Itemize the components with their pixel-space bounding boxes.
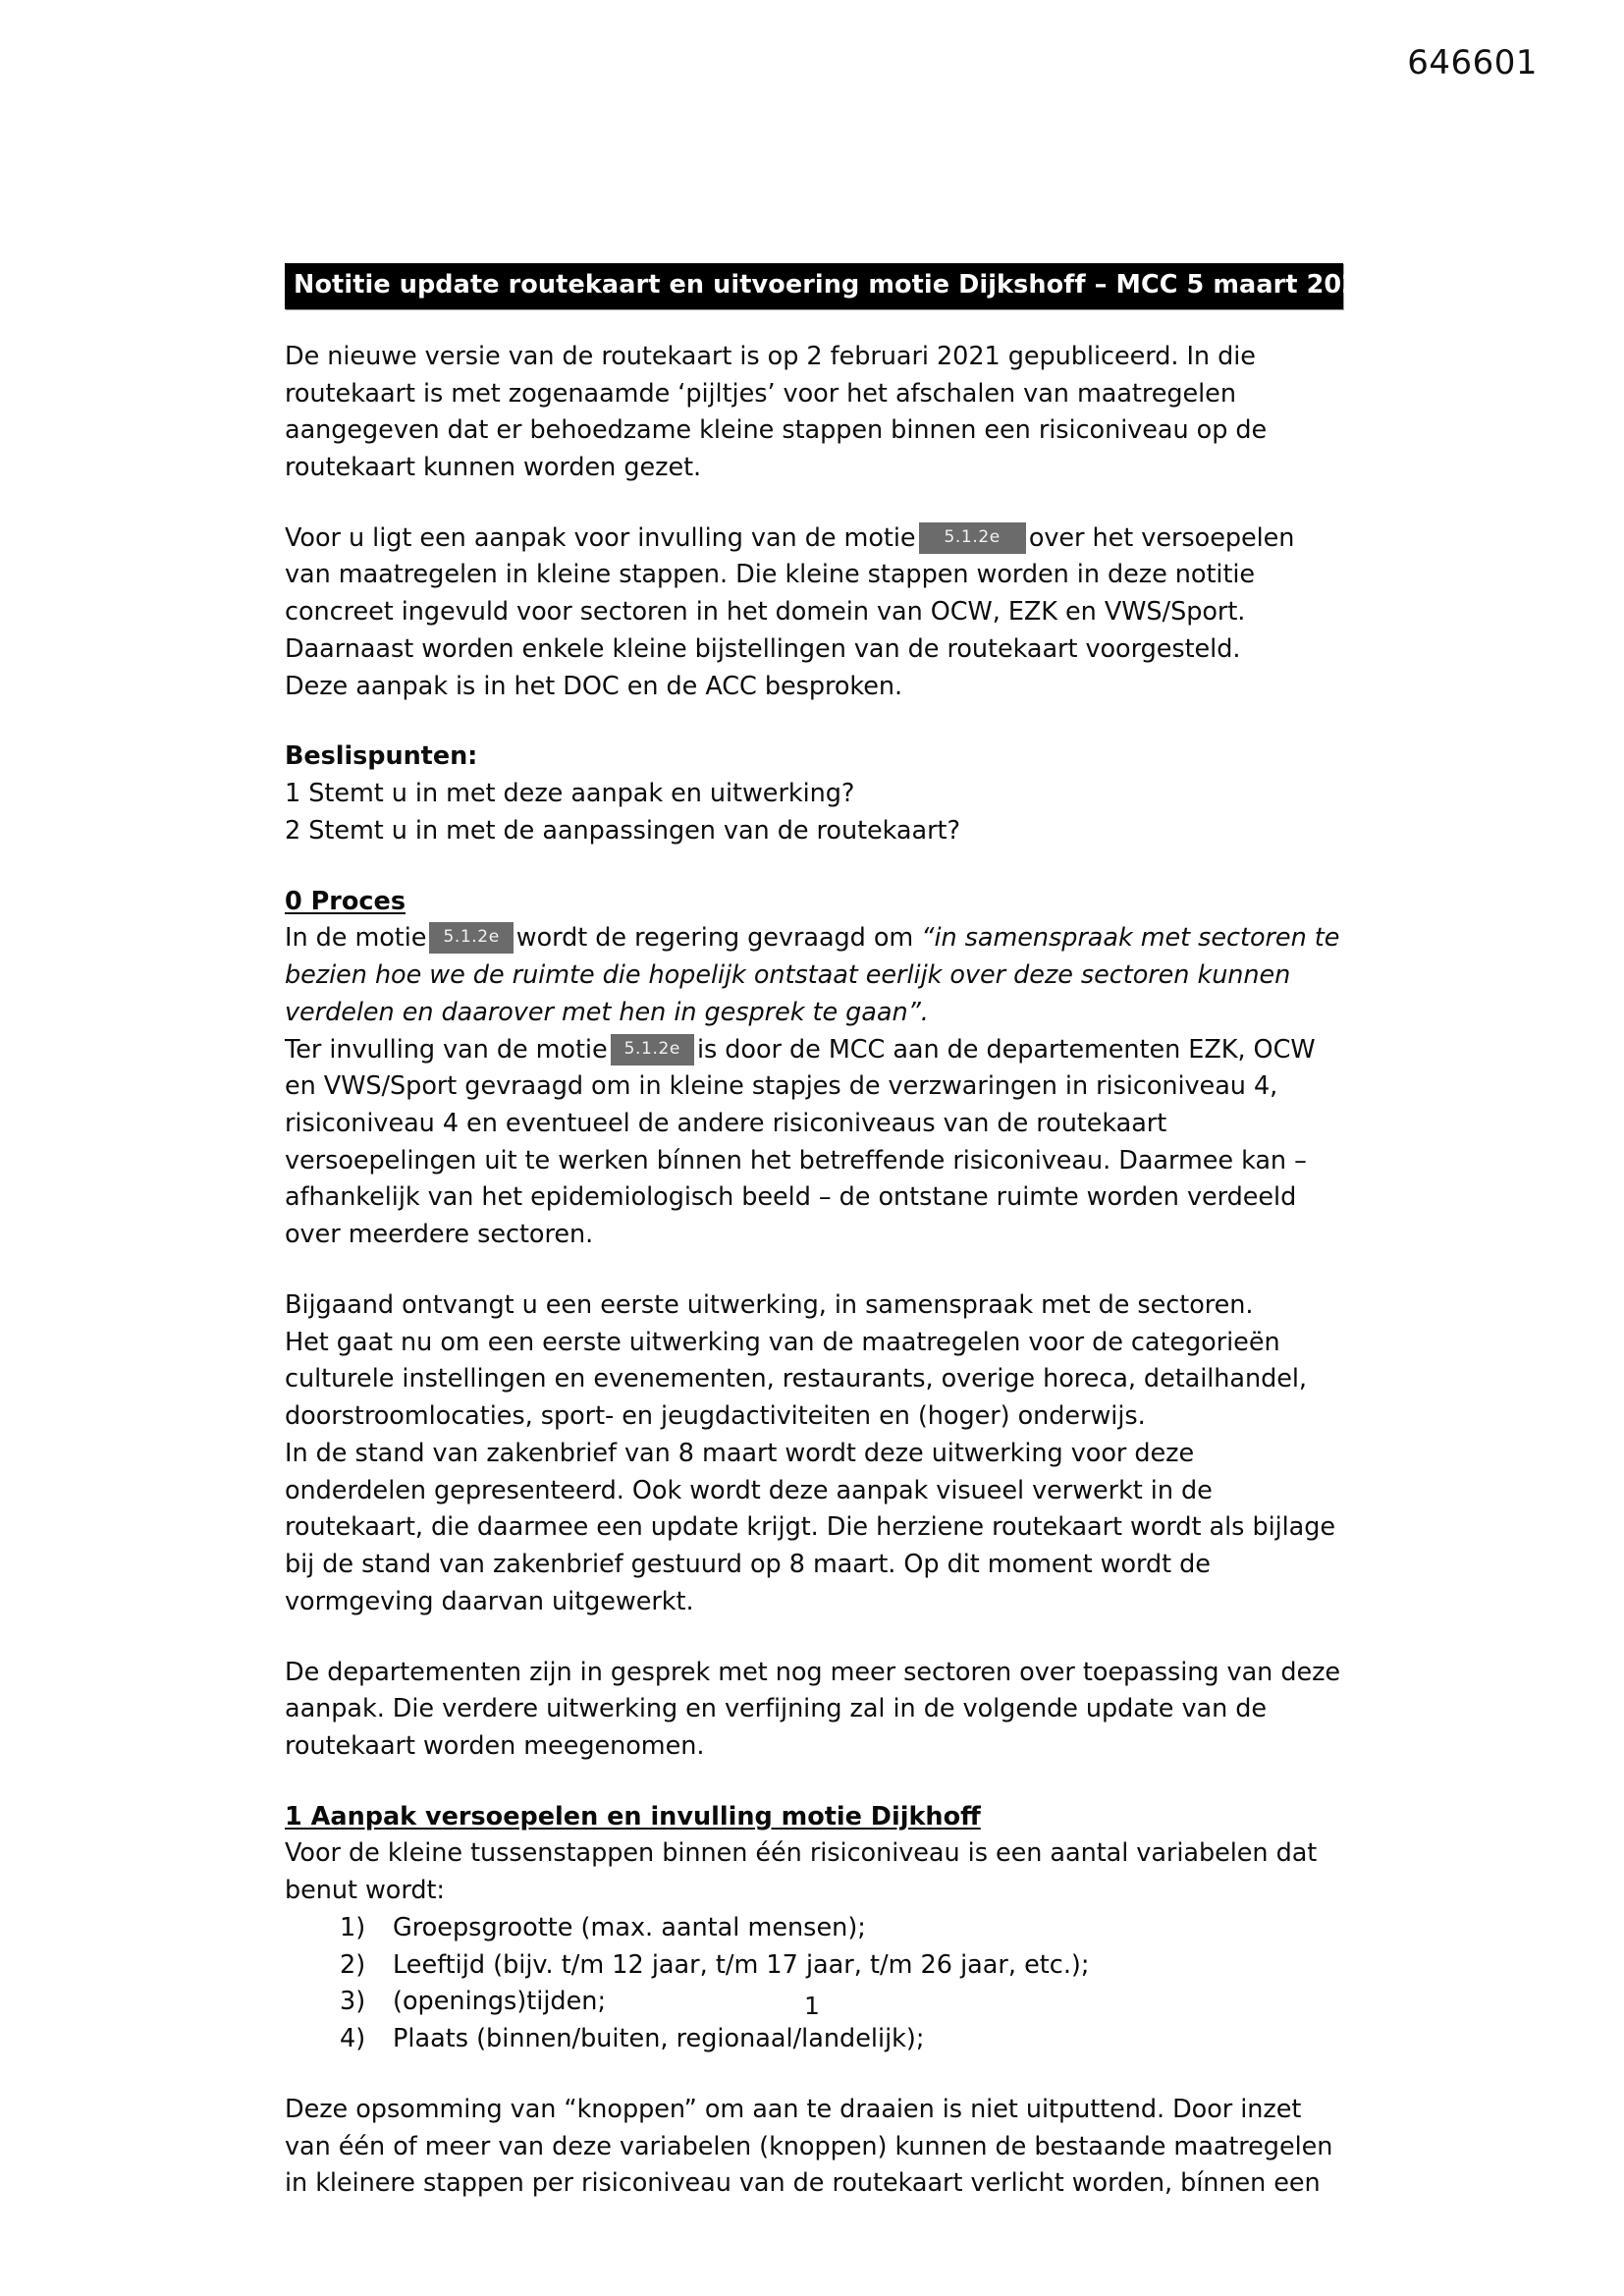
spacer — [285, 1254, 1343, 1287]
proces-paragraph — [285, 920, 1343, 1031]
page-number: 1 — [804, 1992, 820, 2020]
aanpak-text-before-redaction: Voor u ligt een aanpak voor invulling van de motie — [285, 522, 916, 553]
spacer — [285, 2058, 1343, 2092]
list-item-number: 1) — [340, 1912, 366, 1942]
spacer — [285, 850, 1343, 884]
redaction-chip-motie-2: 5.1.2e — [429, 922, 513, 954]
proces-text-after-redaction: wordt de regering gevraagd om — [515, 923, 914, 954]
aanpak-paragraph — [285, 520, 1343, 631]
document-title-banner: Notitie update routekaart en uitvoering motie Dijkshoff – MCC 5 maart 2021 — [285, 263, 1343, 309]
spacer — [285, 1621, 1343, 1655]
ter-invulling-text-after-redaction: is door de MCC aan de departementen EZK, OCW en VWS/Sport gevraagd om in kleine stapjes de verzwaringen in risiconiveau 4, risiconiveau 4 en eventueel de andere risiconiveaus van de routekaart versoepelingen uit te werken bínnen het betreffende risiconiveau. Daarmee kan – afhankelijk van het epidemiologisch beeld – de ontstane ruimte worden verdeeld over meerdere sectoren. — [285, 1034, 1316, 1250]
aanpak-intro-paragraph: Voor de kleine tussenstappen binnen één risiconiveau is een aantal variabelen dat benut wordt: — [285, 1838, 1318, 1906]
beslispunt-item-2: 2 Stemt u in met de aanpassingen van de routekaart? — [285, 815, 960, 846]
list-item-number: 3) — [340, 1987, 366, 2017]
list-item-label: Groepsgrootte (max. aantal mensen); — [393, 1912, 866, 1942]
list-item — [285, 1947, 1343, 1985]
ter-invulling-paragraph — [285, 1032, 1343, 1254]
beslispunten-heading: Beslispunten: — [285, 741, 478, 772]
section-heading-aanpak: 1 Aanpak versoepelen en invulling motie Dijkhoff — [285, 1801, 981, 1831]
ter-invulling-text-before-redaction: Ter invulling van de motie — [285, 1034, 608, 1065]
intro-paragraph: De nieuwe versie van de routekaart is op 2 februari 2021 gepubliceerd. In die routekaart is met zogenaamde ‘pijltjes’ voor het afschalen van maatregelen aangegeven dat er behoedzame kleine stappen binnen een risiconiveau op de routekaart kunnen worden gezet. — [285, 341, 1268, 482]
redaction-chip-motie-1: 5.1.2e — [919, 522, 1026, 554]
document-content — [285, 263, 1377, 2203]
bijgaand-line-3: In de stand van zakenbrief van 8 maart wordt deze uitwerking voor deze onderdelen gepresenteerd. Ook wordt deze aanpak visueel verwerkt in de routekaart, die daarmee een update krijgt. Die herziene routekaart wordt als bijlage bij de stand van zakenbrief gestuurd op 8 maart. Op dit moment wordt de vormgeving daarvan uitgewerkt. — [285, 1438, 1336, 1616]
closing-paragraph: Deze opsomming van “knoppen” om aan te draaien is niet uitputtend. Door inzet van één of meer van deze variabelen (knoppen) kunnen de bestaande maatregelen in kleinere stappen per risiconiveau van de routekaart verlicht worden, bínnen een — [285, 2094, 1333, 2199]
document-number: 646601 — [1407, 43, 1538, 82]
departementen-paragraph: De departementen zijn in gesprek met nog meer sectoren over toepassing van deze aanpak. Die verdere uitwerking en verfijning zal in de volgende update van de routekaart worden meegenomen. — [285, 1657, 1341, 1761]
list-item-number: 4) — [340, 2024, 366, 2054]
aanpak-line-3: Deze aanpak is in het DOC en de ACC besproken. — [285, 671, 903, 701]
list-item-label: (openings)tijden; — [393, 1987, 607, 2017]
aanpak-text-after-redaction: over het versoepelen van maatregelen in kleine stappen. Die kleine stappen worden in deze notitie concreet ingevuld voor sectoren in het domein van OCW, EZK en VWS/Sport. — [285, 522, 1295, 628]
list-item-label: Plaats (binnen/buiten, regionaal/landelijk); — [393, 2024, 925, 2054]
section-heading-proces: 0 Proces — [285, 886, 406, 916]
spacer — [285, 487, 1343, 520]
list-item-number: 2) — [340, 1949, 366, 1980]
proces-text-before-redaction: In de motie — [285, 923, 427, 954]
list-item — [285, 2021, 1343, 2058]
list-item-label: Leeftijd (bijv. t/m 12 jaar, t/m 17 jaar, t/m 26 jaar, etc.); — [393, 1949, 1090, 1980]
spacer — [285, 705, 1343, 738]
proces-quote: “in samenspraak met sectoren te bezien hoe we de ruimte die hopelijk ontstaat eerlijk over deze sectoren kunnen verdelen en daarover met hen in gesprek te gaan”. — [285, 923, 1340, 1027]
spacer — [285, 1766, 1343, 1799]
variabelen-list — [285, 1910, 1343, 2058]
list-item — [285, 1910, 1343, 1947]
beslispunt-item-1: 1 Stemt u in met deze aanpak en uitwerking? — [285, 779, 855, 809]
bijgaand-line-2: Het gaat nu om een eerste uitwerking van de maatregelen voor de categorieën culturele instellingen en evenementen, restaurants, overige horeca, detailhandel, doorstroomlocaties, sport- en jeugdactiviteiten en (hoger) onderwijs. — [285, 1327, 1307, 1432]
bijgaand-line-1: Bijgaand ontvangt u een eerste uitwerking, in samenspraak met de sectoren. — [285, 1289, 1254, 1320]
redaction-chip-motie-3: 5.1.2e — [611, 1034, 694, 1066]
aanpak-line-2: Daarnaast worden enkele kleine bijstellingen van de routekaart voorgesteld. — [285, 633, 1241, 664]
